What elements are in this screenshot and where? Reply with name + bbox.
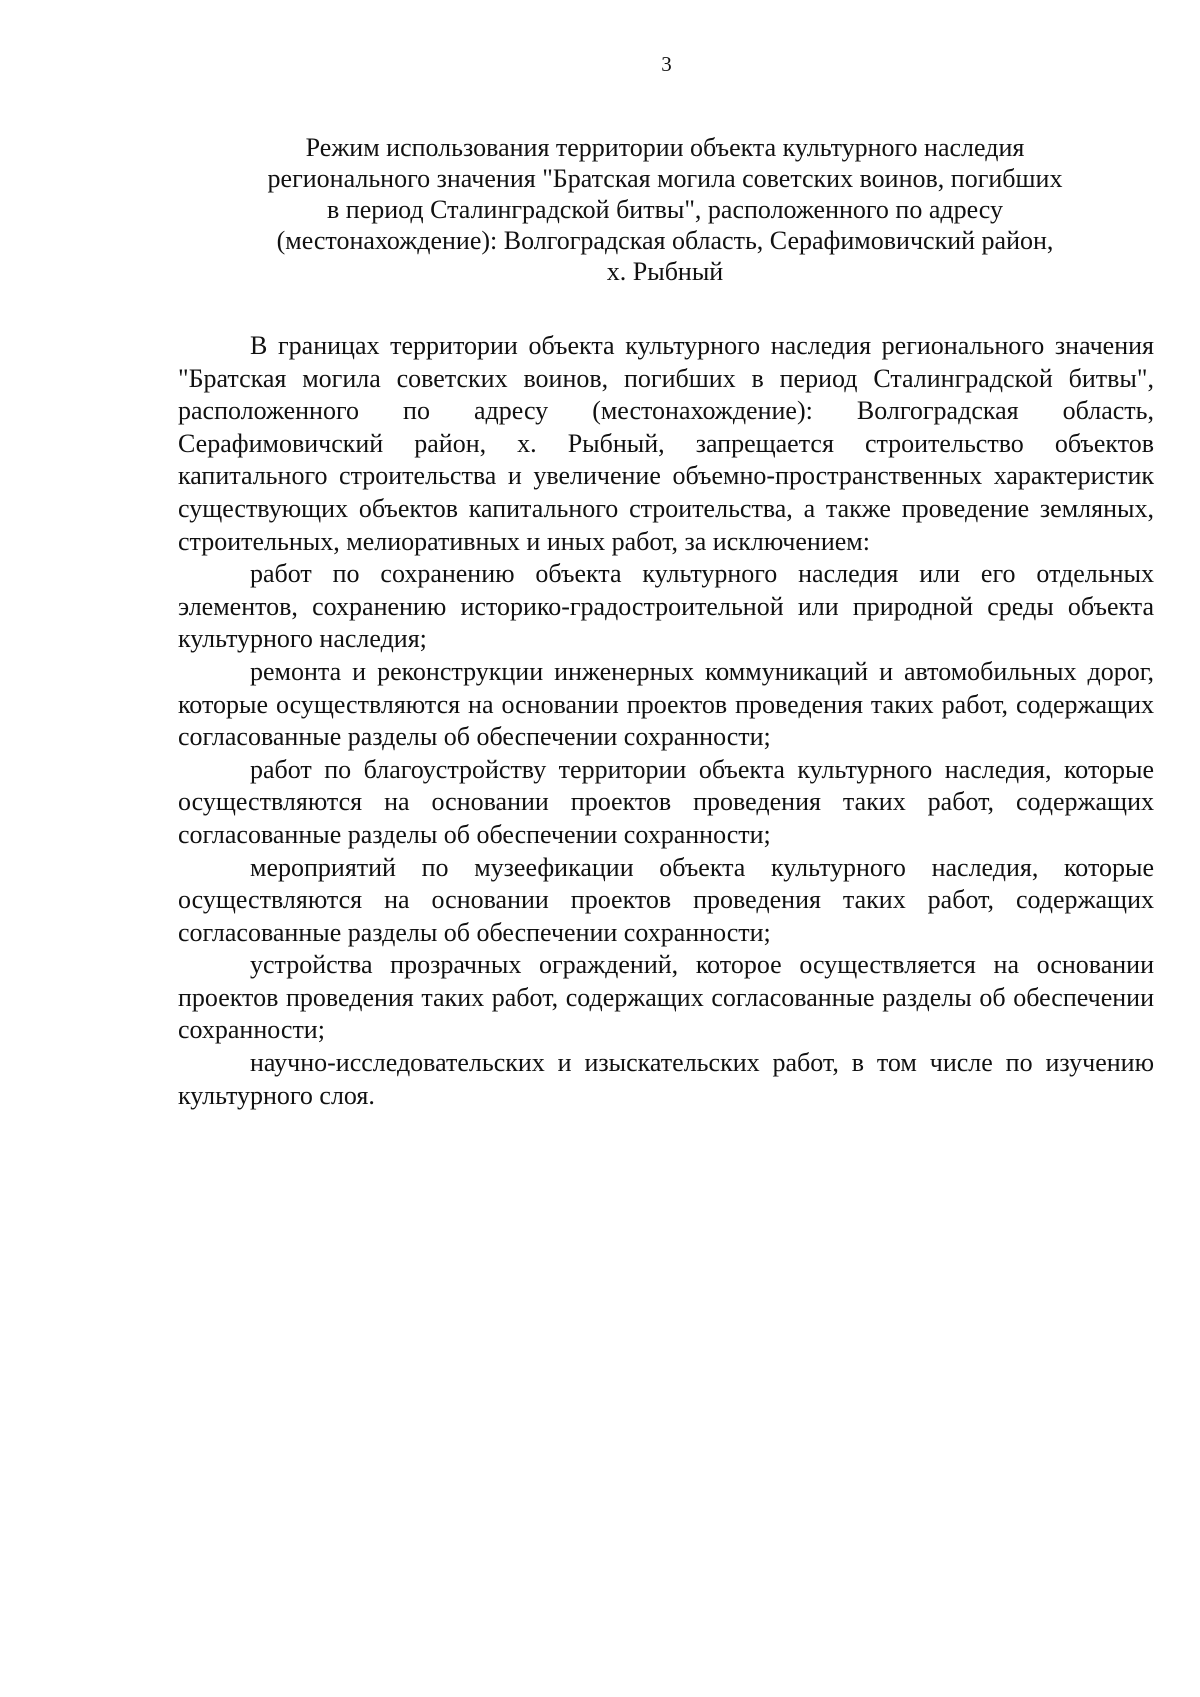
title-line: х. Рыбный: [606, 257, 724, 286]
body-paragraph-exception: устройства прозрачных ограждений, которое осуществляется на основании проектов проведения таких работ, содержащих согласованные разделы об обеспечении сохранности;: [178, 950, 1154, 1045]
body-paragraph-exception: работ по благоустройству территории объекта культурного наследия, которые осуществляются на основании проектов проведения таких работ, содержащих согласованные разделы об обеспечении сохранности;: [178, 754, 1154, 849]
title-line: Режим использования территории объекта культурного наследия: [305, 133, 1025, 162]
body-paragraph-exception: мероприятий по музеефикации объекта культурного наследия, которые осуществляются на основании проектов проведения таких работ, содержащих согласованные разделы об обеспечении сохранности;: [178, 852, 1154, 947]
body-paragraph-exception: работ по сохранению объекта культурного наследия или его отдельных элементов, сохранению историко-градостроительной или природной среды объекта культурного наследия;: [178, 559, 1154, 654]
title-line: в период Сталинградской битвы", расположенного по адресу: [327, 195, 1003, 224]
title-line: регионального значения "Братская могила советских воинов, погибших: [267, 164, 1063, 193]
document-body: [178, 330, 1154, 1112]
body-paragraph-intro: В границах территории объекта культурного наследия регионального значения "Братская могила советских воинов, погибших в период Сталинградской битвы", расположенного по адресу (местонахождение): Волгоградская область, Серафимовичский район, х. Рыбный, запрещается строительство объектов капитального строительства и увеличение объемно-пространственных характеристик существующих объектов капитального строительства, а также проведение земляных, строительных, мелиоративных и иных работ, за исключением:: [178, 331, 1154, 556]
body-paragraph-exception: научно-исследовательских и изыскательских работ, в том числе по изучению культурного слоя.: [178, 1048, 1154, 1110]
body-paragraph-exception: ремонта и реконструкции инженерных коммуникаций и автомобильных дорог, которые осуществляются на основании проектов проведения таких работ, содержащих согласованные разделы об обеспечении сохранности;: [178, 656, 1154, 752]
document-title: [215, 132, 1115, 287]
title-line: (местонахождение): Волгоградская область, Серафимовичский район,: [276, 226, 1054, 255]
page-number: 3: [661, 52, 672, 76]
